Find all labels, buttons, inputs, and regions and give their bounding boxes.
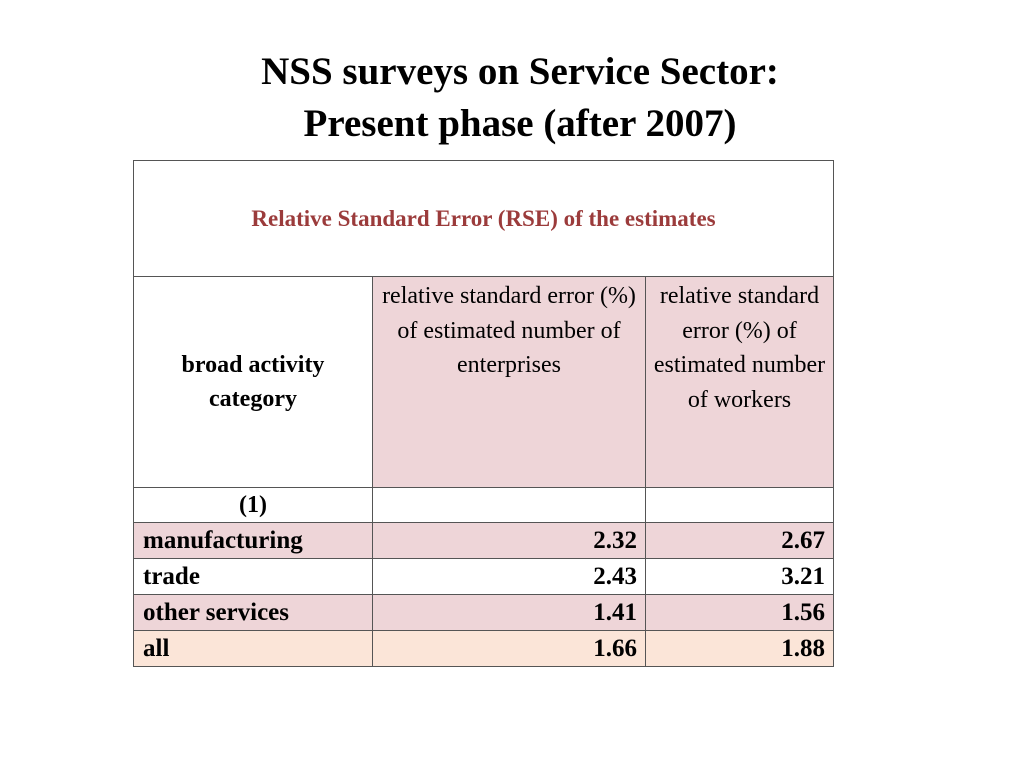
row-workers: 2.67: [646, 523, 834, 559]
table-row: [134, 523, 834, 559]
row-category: all: [134, 631, 373, 667]
header-workers-text: relative standard error (%) of estimated number of workers: [653, 283, 826, 413]
table-row: [134, 595, 834, 631]
row-enterprises: 2.43: [373, 559, 646, 595]
index-row: [134, 488, 834, 523]
row-workers: 1.56: [646, 595, 834, 631]
table-caption: Relative Standard Error (RSE) of the estimates: [134, 161, 834, 277]
row-workers: 1.88: [646, 631, 834, 667]
table-row: [134, 559, 834, 595]
row-category: trade: [134, 559, 373, 595]
header-category: [134, 277, 373, 488]
row-category: other services: [134, 595, 373, 631]
index-col2: [373, 488, 646, 523]
header-enterprises-text: relative standard error (%) of estimated number of enterprises: [382, 283, 636, 378]
header-category-text: broad activity category: [181, 352, 325, 412]
title-line-2: Present phase (after 2007): [303, 102, 737, 145]
row-enterprises: 1.66: [373, 631, 646, 667]
slide-title: [0, 46, 1024, 150]
index-col3: [646, 488, 834, 523]
header-enterprises: [373, 277, 646, 488]
row-enterprises: 1.41: [373, 595, 646, 631]
header-workers: [646, 277, 834, 488]
row-category: manufacturing: [134, 523, 373, 559]
table-row: [134, 631, 834, 667]
rse-table: [133, 160, 834, 667]
header-row: [134, 277, 834, 488]
row-workers: 3.21: [646, 559, 834, 595]
index-col1: (1): [134, 488, 373, 523]
row-enterprises: 2.32: [373, 523, 646, 559]
title-line-1: NSS surveys on Service Sector:: [261, 50, 779, 93]
